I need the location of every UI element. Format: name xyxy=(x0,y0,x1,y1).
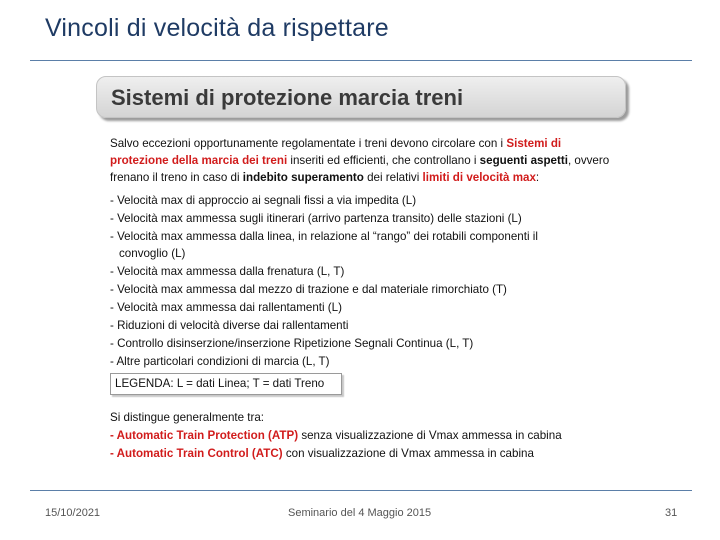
atp-line xyxy=(110,427,610,445)
intro-bold-superamento: indebito superamento xyxy=(242,171,364,184)
footer-divider xyxy=(30,490,692,491)
atp-text: senza visualizzazione di Vmax ammessa in cabina xyxy=(298,429,562,442)
intro-highlight-limiti: limiti di velocità max xyxy=(422,171,536,184)
list-item: - Altre particolari condizioni di marcia (L, T) xyxy=(110,355,330,368)
footer-date: 15/10/2021 xyxy=(45,507,101,519)
legend-box: LEGENDA: L = dati Linea; T = dati Treno xyxy=(110,373,342,395)
banner-title: Sistemi di protezione marcia treni xyxy=(111,85,464,110)
list-item-continuation: convoglio (L) xyxy=(119,247,186,260)
intro-text-1: Salvo eccezioni opportunamente regolamentate i treni devono circolare con i xyxy=(110,137,507,150)
slide-title: Vincoli di velocità da rispettare xyxy=(45,14,389,42)
title-divider xyxy=(30,60,692,61)
intro-text-4: dei relativi xyxy=(363,171,423,184)
intro-text-5: : xyxy=(535,171,540,184)
footer-center-text: Seminario del 4 Maggio 2015 xyxy=(288,507,432,519)
slide-content xyxy=(110,135,610,463)
page-number: 31 xyxy=(665,507,678,519)
list-item: - Velocità max di approccio ai segnali fissi a via impedita (L) xyxy=(110,194,417,207)
intro-bold-aspetti: seguenti aspetti xyxy=(479,154,568,167)
closing-lead: Si distingue generalmente tra: xyxy=(110,411,265,424)
closing-section xyxy=(110,409,610,463)
list-item: - Riduzioni di velocità diverse dai rallentamenti xyxy=(110,319,349,332)
list-item: - Velocità max ammessa dalla frenatura (L, T) xyxy=(110,265,345,278)
section-banner xyxy=(96,76,626,118)
intro-text-3: , ovvero frenano il treno in caso di xyxy=(110,154,610,184)
atc-line xyxy=(110,445,610,463)
intro-text-2: inseriti ed efficienti, che controllano i xyxy=(287,154,480,167)
intro-highlight-sistemi: Sistemi di protezione della marcia dei treni xyxy=(110,137,562,167)
atc-label: - Automatic Train Control (ATC) xyxy=(110,447,283,460)
speed-limits-list xyxy=(110,192,610,371)
list-item: - Velocità max ammessa dai rallentamenti (L) xyxy=(110,301,342,314)
atc-text: con visualizzazione di Vmax ammessa in cabina xyxy=(282,447,534,460)
list-item: - Velocità max ammessa sugli itinerari (arrivo partenza transito) delle stazioni (L) xyxy=(110,212,522,225)
atp-label: - Automatic Train Protection (ATP) xyxy=(110,429,299,442)
list-item: - Velocità max ammessa dalla linea, in relazione al “rango” dei rotabili componenti il xyxy=(110,230,538,243)
list-item: - Controllo disinserzione/inserzione Ripetizione Segnali Continua (L, T) xyxy=(110,337,474,350)
intro-paragraph xyxy=(110,135,610,186)
list-item: - Velocità max ammessa dal mezzo di trazione e dal materiale rimorchiato (T) xyxy=(110,283,507,296)
